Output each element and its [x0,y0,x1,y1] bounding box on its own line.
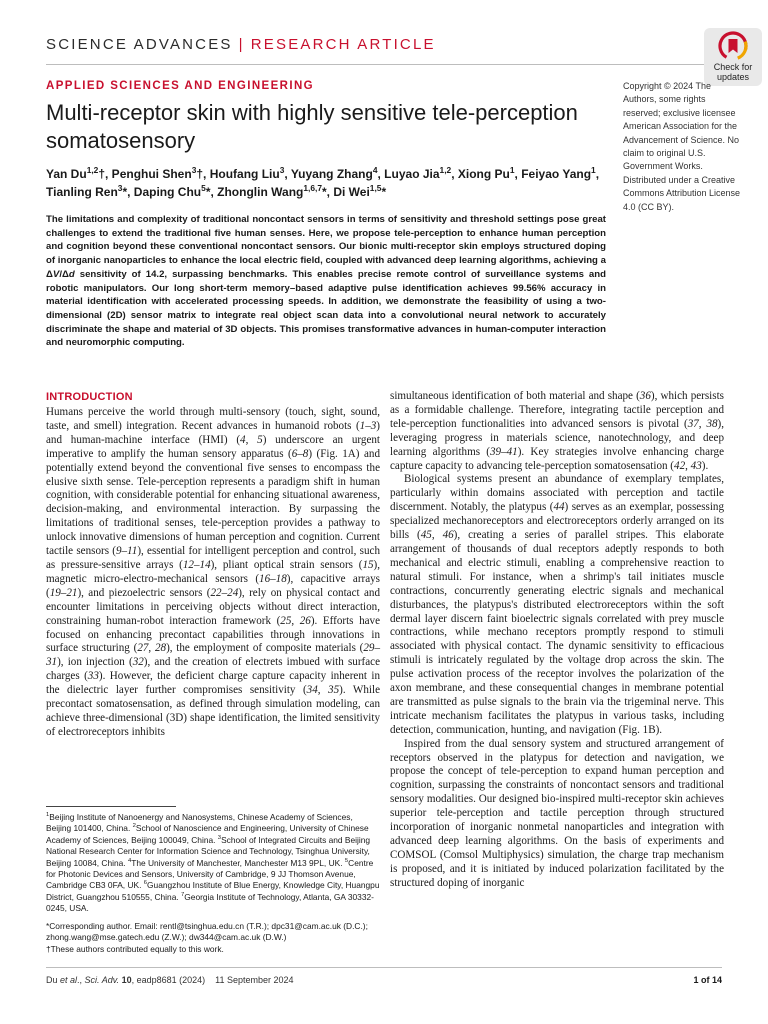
page-number: 1 of 14 [693,975,722,985]
footer-citation: Du et al., Sci. Adv. 10, eadp8681 (2024) 11 September 2024 [46,975,294,985]
article-title: Multi-receptor skin with highly sensitive tele-perception somatosensory [46,100,578,153]
check-for-updates-label: Check for updates [713,62,753,82]
body-paragraph: Biological systems present an abundance of exemplary templates, particularly within domains associated with perception and tactile discernment. Notably, the platypus (44) serves as an exemplar, possessing specialized mechanoreceptors and electroreceptors orderly arranged on its bills (45, 46), creating a series of parallel stripes. This elaborate arrangement of thousands of dual receptors adeptly responds to both mechanical and electric stimuli, enabling a comprehensive reaction to natural stimuli. For instance, when a shrimp's tail initiates muscle contractions, concurrently generating electric signals and mechanical disturbances, the platypus's distributed electroreceptors within the soft dermal layer discern faint bioelectric signals correlated with prey muscle contractions, while mechano receptors promptly respond to stimuli associated with physical contact. The dynamic sensitivity to efficacious stimuli is intricately regulated by the voltage drop across the skin. The pulse activation process of the receptor involves the polarization of the axon membrane, and these consequential changes in membrane potential are transmitted as pulse signals to the brain via the trigeminal nerve. This intricate mechanism facilitates the platypus in various tasks, including detection, communication, hunting, and navigation (Fig. 1B). [390,473,725,736]
header-rule [46,64,722,65]
body-column-right [390,390,724,891]
footer-rule [46,967,722,968]
header-separator: | [238,36,245,53]
body-paragraph: simultaneous identification of both material and shape (36), which persists as a formidable challenge. Therefore, integrating tactile perception and tele-perception functionalities into advanced sensors is pivotal (37, 38), leveraging progress in materials science, nanotechnology, and deep learning algorithms (39–41). Key strategies involve enhancing charge capture capacity to advancing tele-perception somatosensation (42, 43). [390,390,724,472]
author-list: Yan Du$^{1,2}$†, Penghui Shen$^3$†, Houfang Liu$^3$, Yuyang Zhang$^4$, Luyao Jia$^{1,2}$, Xiong Pu$^1$, Feiyao Yang$^1$, Tianling Ren$^3$*, Daping Chu$^5$*, Zhonglin Wang$^{1,6,7}$*, Di Wei$^{1,5}$* [46,165,600,199]
body-paragraph: Humans perceive the world through multi-sensory (touch, sight, sound, taste, and smell) integration. Recent advances in humanoid robots (1–3) and human-machine interface (HMI) (4, 5) underscore an urgent imperative to amplify the human sensory apparatus (6–8) (Fig. 1A) and potentially extend beyond the conventional five senses to encompass the elusive sixth sense. Tele-perception represents a paradigm shift in human cognition, with considerable potential for enhancing situational awareness, decision-making, and environmental interaction. By surpassing the limitations of traditional senses, tele-perception provides a pathway to unlock innovative dimensions of human perception and cognition. Current tactile sensors (9–11), essential for intelligent perception and control, such as pressure-sensitive arrays (12–14), pliant optical strain sensors (15), magnetic micro-electro-mechanical sensors (16–18), capacitive arrays (19–21), and piezoelectric sensors (22–24), rely on physical contact and encounter limitations in perceiving objects without direct interaction, constraining human-robot interaction framework (25, 26). Efforts have focused on enhancing precontact capabilities through innovations in surface structuring (27, 28), the employment of composite materials (29–31), ion injection (32), and the creation of electrets imbued with surface charges (33). However, the deficient charge capture capacity inherent in the dielectric layer further compromises sensitivity (34, 35). While precontact somatosensation, as defined through simulation modeling, can achieve three-dimensional (3D) shape identification, the limited sensitivity of electroreceptors inhibits [46,406,381,738]
body-paragraph: Inspired from the dual sensory system and structured arrangement of receptors observed in the platypus for detection and navigation, we propose the concept of tele-perception to expand human perception and cognition, surpassing the constraints of noncontact sensors and traditional sensory modalities. Our designed bio-inspired multi-receptor skin achieves superior tele-perception and tactile perception through structured incorporation of inorganic nonmetal nanoparticles and integration with advanced deep learning algorithms. On the basis of experiments and COMSOL (Comsol Multiphysics) simulation, the charge trap mechanism is proposed, and it is initiated by induced polarization facilitated by the structured doping of inorganic [390,737,724,889]
check-for-updates-badge[interactable] [704,28,762,86]
body-column-left [46,390,380,740]
article-type: RESEARCH ARTICLE [250,36,436,53]
subject-category: APPLIED SCIENCES AND ENGINEERING [46,80,315,92]
section-heading-introduction: INTRODUCTION [46,391,133,403]
journal-name: SCIENCE ADVANCES [46,36,233,53]
author-affiliations: $^1$Beijing Institute of Nanoenergy and Nanosystems, Chinese Academy of Sciences, Beijing 101400, China. $^2$School of Nanoscience and Engineering, University of Chinese Academy of Sciences, Beijing 100049, China. $^3$School of Integrated Circuits and Beijing National Research Center for Information Science and Technology, Tsinghua University, Beijing 10084, China. $^4$The University of Manchester, Manchester M13 9PL, UK. $^5$Centre for Photonic Devices and Sensors, University of Cambridge, 9 JJ Thomson Avenue, Cambridge CB3 0FA, UK. $^6$Guangzhou Institute of Blue Energy, Knowledge City, Huangpu District, Guangzhou 510555, China. $^7$Georgia Institute of Technology, Atlanta, GA 30332-0245, USA. [46,812,380,914]
footnote-rule [46,806,176,807]
journal-header [46,36,606,60]
copyright-notice: Copyright © 2024 The Authors, some rights reserved; exclusive licensee American Association for the Advancement of Science. No claim to original U.S. Government Works. Distributed under a Creative Commons Attribution License 4.0 (CC BY). [623,81,741,212]
corresponding-author-note: *Corresponding author. Email: rentl@tsinghua.edu.cn (T.R.); dpc31@cam.ac.uk (D.C.); zhong.wang@mse.gatech.edu (Z.W.); dw344@cam.ac.uk (D.W.) †These authors contributed equally to this work. [46,921,368,954]
check-for-updates-icon [718,31,748,61]
abstract: The limitations and complexity of traditional noncontact sensors in terms of sensitivity and threshold settings pose great challenges to extend the traditional five human senses. Here, we propose tele-perception to enhance human perception and cognition beyond these conventional noncontact sensors. Our bionic multi-receptor skin employs structured doping of inorganic nanoparticles to enhance the local electric field, coupled with advanced deep learning algorithms, achieving a ΔV/Δd sensitivity of 14.2, surpassing benchmarks. This enables precise remote control of surveillance systems and robotic manipulators. Our long short-term memory–based adaptive pulse identification achieves 99.56% accuracy in material identification with accelerated processing speeds. In addition, we demonstrate the feasibility of using a two-dimensional (2D) sensor matrix to integrate real object scan data into a convolutional neural network to accurately discriminate the shape and material of 3D objects. This promises transformative advances in human-computer interaction and neuromorphic computing. [46,214,606,349]
